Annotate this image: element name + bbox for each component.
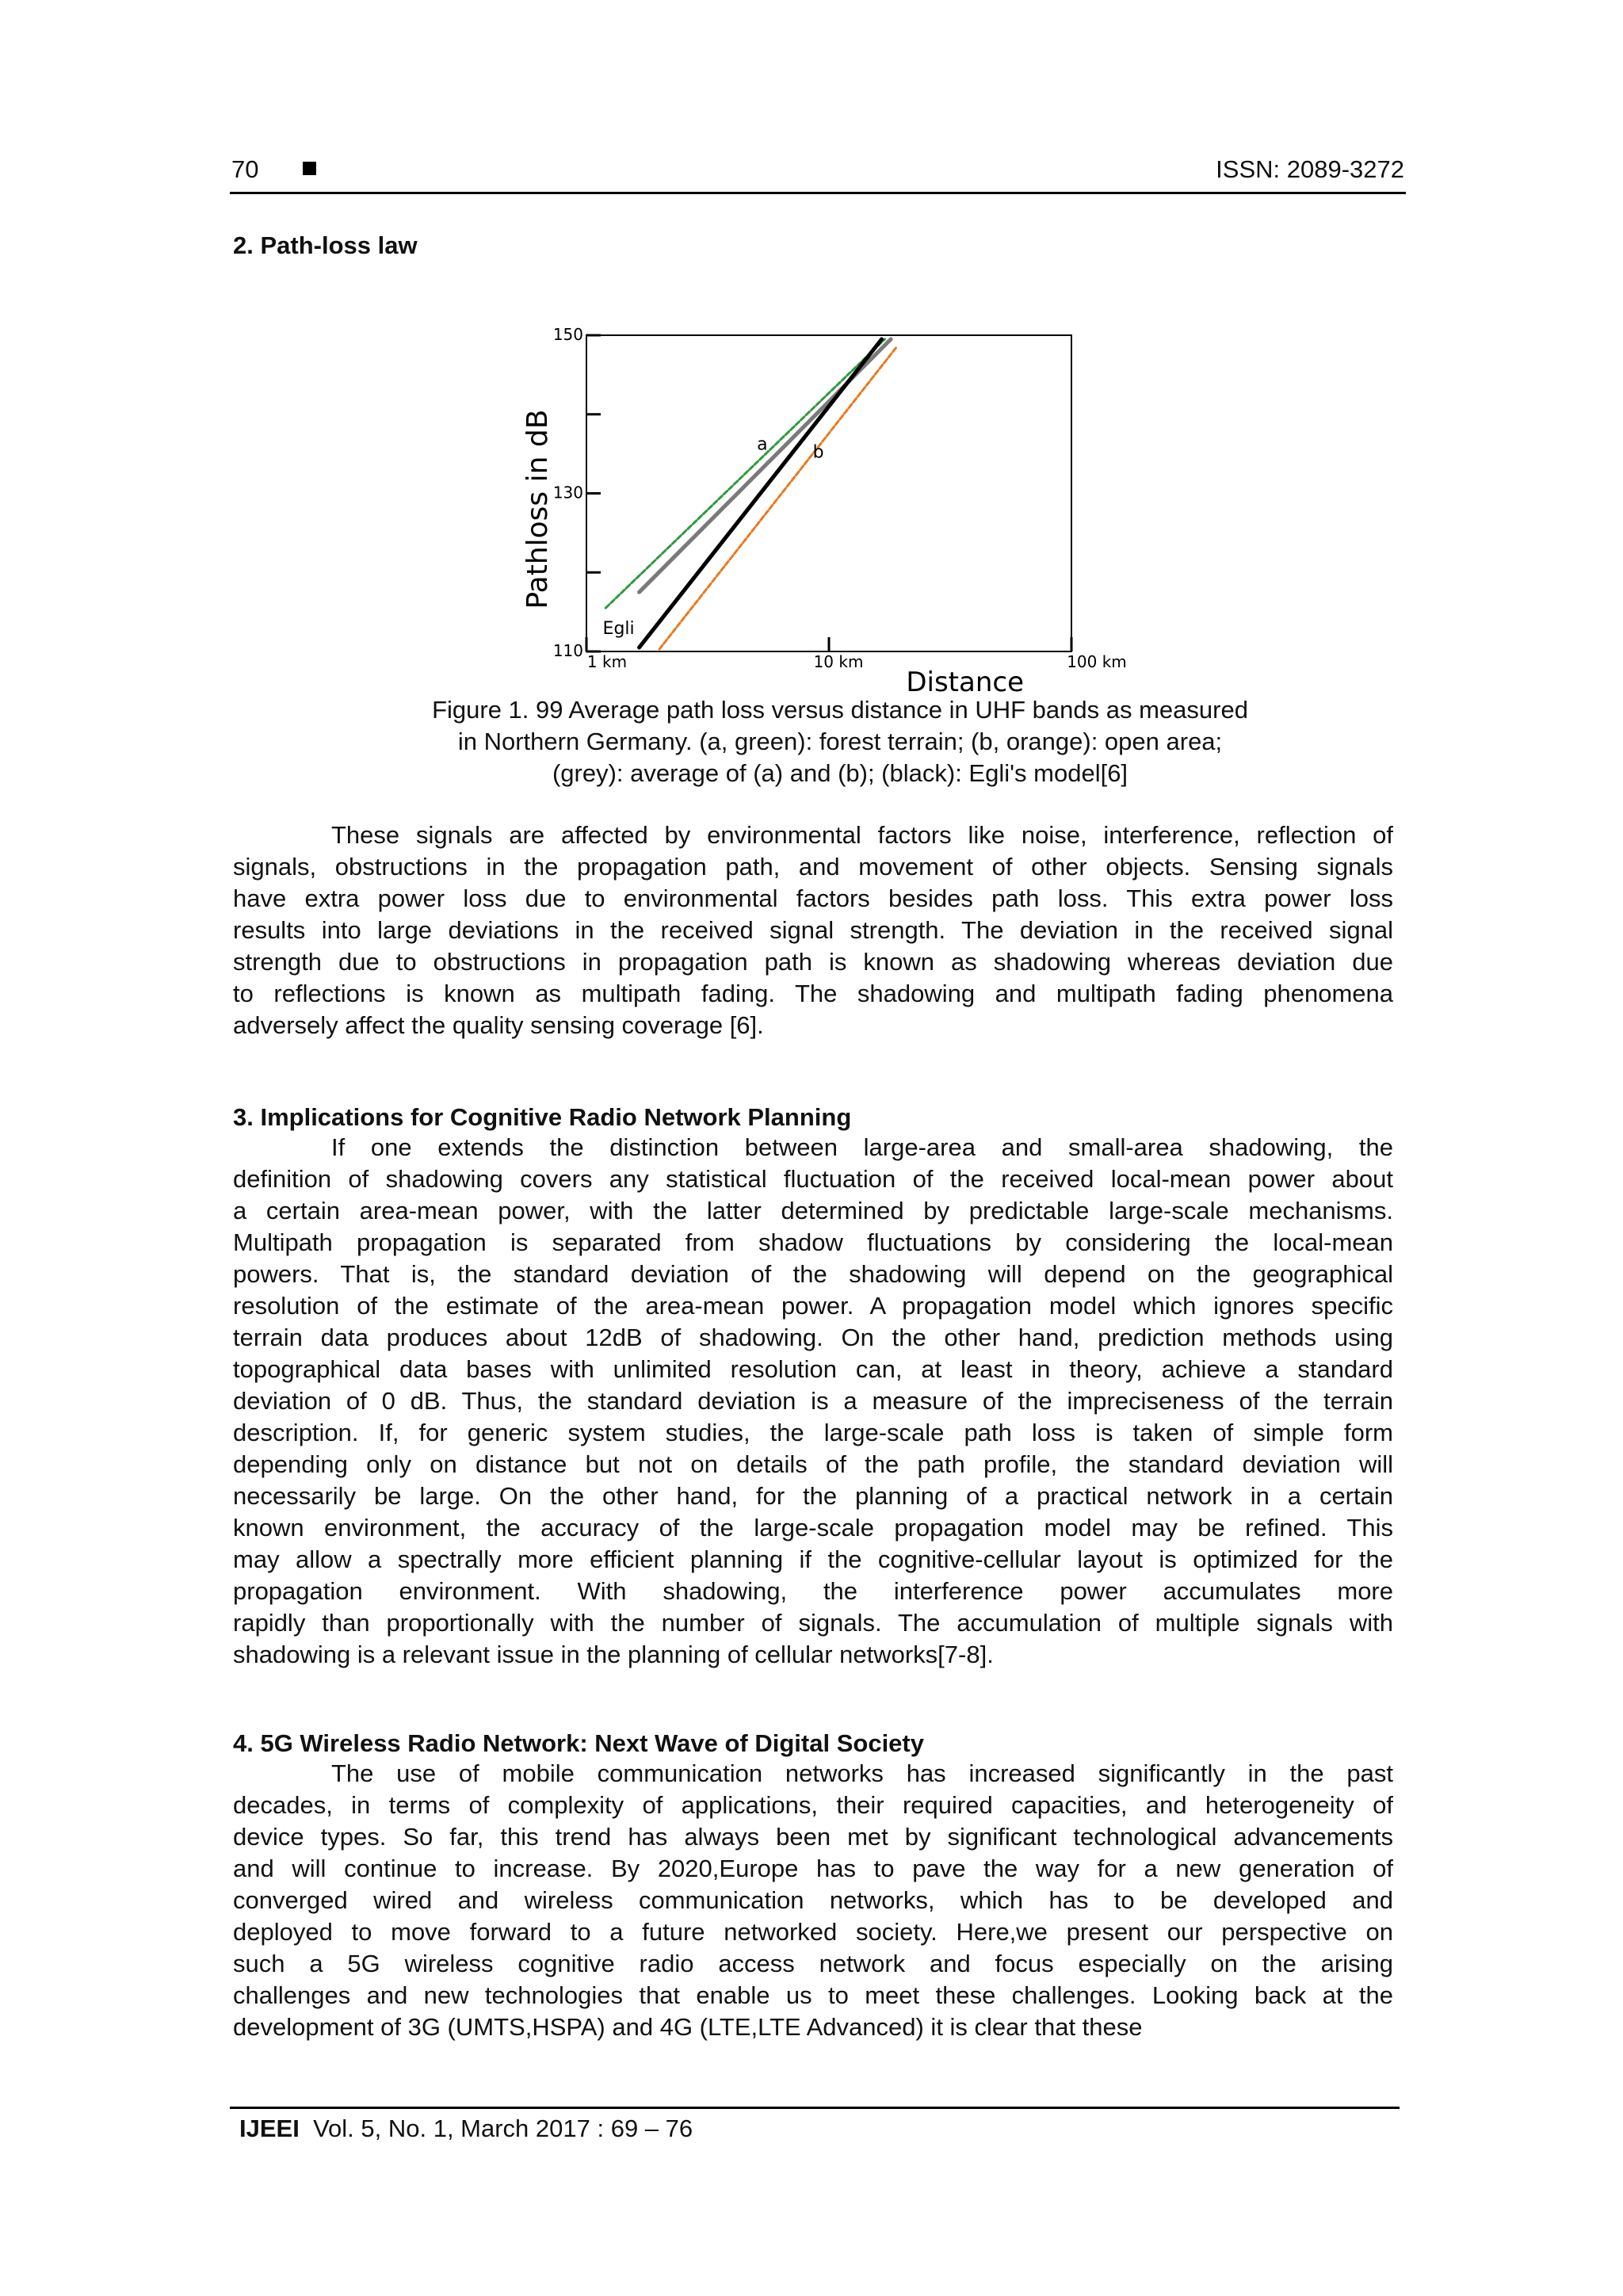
text-line: rapidly than proportionally with the number of signals. The accumulation of multiple signals with: [233, 1609, 1393, 1637]
text-line: device types. So far, this trend has always been met by significant technological advancements: [233, 1823, 1393, 1851]
text-line: If one extends the distinction between large-area and small-area shadowing, the: [331, 1133, 1393, 1161]
text-line: deployed to move forward to a future networked society. Here,we present our perspective on: [233, 1918, 1393, 1946]
text-line: challenges and new technologies that enable us to meet these challenges. Looking back at the: [233, 1981, 1393, 2009]
footer-rule: [230, 2107, 1400, 2109]
text-line: depending only on distance but not on details of the path profile, the standard deviation will: [233, 1450, 1393, 1478]
caption-line: in Northern Germany. (a, green): forest terrain; (b, orange): open area;: [457, 728, 1223, 755]
section-heading-5g: 4. 5G Wireless Radio Network: Next Wave of Digital Society: [233, 1729, 924, 1757]
text-line: strength due to obstructions in propagation path is known as shadowing whereas deviation due: [233, 948, 1393, 976]
section-heading-implications: 3. Implications for Cognitive Radio Network Planning: [233, 1103, 852, 1131]
pathloss-chart: [515, 317, 1127, 698]
text-line: necessarily be large. On the other hand, for the planning of a practical network in a certain: [233, 1482, 1393, 1510]
text-line: definition of shadowing covers any statistical fluctuation of the received local-mean power about: [233, 1165, 1393, 1193]
series-label-egli: Egli: [602, 619, 635, 640]
text-line: converged wired and wireless communication networks, which has to be developed and: [233, 1886, 1393, 1914]
text-line: resolution of the estimate of the area-mean power. A propagation model which ignores specific: [233, 1292, 1393, 1320]
figure-1: [515, 317, 1127, 698]
header-square-icon: [303, 162, 316, 175]
text-line: propagation environment. With shadowing, the interference power accumulates more: [233, 1577, 1393, 1605]
paragraph-implications: [233, 1132, 1393, 1671]
caption-line: Figure 1. 99 Average path loss versus distance in UHF bands as measured: [432, 696, 1248, 724]
header-rule: [230, 192, 1406, 194]
x-axis-label: Distance: [906, 667, 1024, 698]
text-line: such a 5G wireless cognitive radio access network and focus especially on the arising: [233, 1950, 1393, 1977]
text-line: development of 3G (UMTS,HSPA) and 4G (LTE,LTE Advanced) it is clear that these: [233, 2013, 1143, 2041]
x-tick-label: 10 km: [813, 652, 864, 671]
paragraph-5g: [233, 1758, 1393, 2043]
page-footer: [239, 2115, 693, 2143]
text-line: results into large deviations in the received signal strength. The deviation in the received signal: [233, 916, 1393, 944]
plot-frame: [586, 335, 1071, 651]
text-line: topographical data bases with unlimited resolution can, at least in theory, achieve a standard: [233, 1355, 1393, 1383]
x-tick-label: 1 km: [586, 652, 628, 671]
text-line: The use of mobile communication networks has increased significantly in the past: [331, 1759, 1393, 1787]
text-line: decades, in terms of complexity of applications, their required capacities, and heterogeneity of: [233, 1791, 1393, 1819]
page-number: 70: [231, 155, 259, 183]
text-line: These signals are affected by environmental factors like noise, interference, reflection of: [331, 821, 1393, 849]
y-tick-label: 110: [552, 641, 583, 660]
journal-citation: Vol. 5, No. 1, March 2017 : 69 – 76: [313, 2115, 693, 2142]
text-line: deviation of 0 dB. Thus, the standard deviation is a measure of the impreciseness of the terrain: [233, 1387, 1393, 1415]
y-axis-label: Pathloss in dB: [521, 409, 554, 609]
text-line: may allow a spectrally more efficient planning if the cognitive-cellular layout is optimized for the: [233, 1545, 1393, 1573]
x-tick-label: 100 km: [1067, 652, 1127, 671]
text-line: powers. That is, the standard deviation of the shadowing will depend on the geographical: [233, 1260, 1393, 1288]
text-line: and will continue to increase. By 2020,Europe has to pave the way for a new generation of: [233, 1855, 1393, 1882]
text-line: have extra power loss due to environmental factors besides path loss. This extra power loss: [233, 884, 1393, 912]
text-line: Multipath propagation is separated from shadow fluctuations by considering the local-mean: [233, 1228, 1393, 1256]
figure-caption: [349, 694, 1331, 789]
issn: ISSN: 2089-3272: [1216, 155, 1404, 183]
text-line: description. If, for generic system studies, the large-scale path loss is taken of simple form: [233, 1419, 1393, 1446]
y-tick-label: 150: [552, 325, 583, 344]
text-line: signals, obstructions in the propagation path, and movement of other objects. Sensing signals: [233, 853, 1393, 881]
text-line: a certain area-mean power, with the latter determined by predictable large-scale mechanisms.: [233, 1197, 1393, 1224]
series-line-egli: [640, 339, 882, 648]
text-line: known environment, the accuracy of the large-scale propagation model may be refined. This: [233, 1514, 1393, 1541]
journal-name: IJEEI: [239, 2115, 300, 2142]
series-label-b: b: [812, 442, 824, 463]
y-tick-label: 130: [552, 483, 583, 502]
section-heading-path-loss: 2. Path-loss law: [233, 231, 418, 259]
series-line-b: [659, 347, 896, 649]
page-header: [231, 155, 1404, 189]
text-line: to reflections is known as multipath fading. The shadowing and multipath fading phenomena: [233, 980, 1393, 1007]
text-line: shadowing is a relevant issue in the planning of cellular networks[7-8].: [233, 1641, 994, 1668]
text-line: adversely affect the quality sensing coverage [6].: [233, 1011, 764, 1039]
paragraph-signals: [233, 819, 1393, 1041]
text-line: terrain data produces about 12dB of shadowing. On the other hand, prediction methods using: [233, 1324, 1393, 1351]
series-label-a: a: [757, 434, 768, 455]
caption-line: (grey): average of (a) and (b); (black): Egli's model[6]: [552, 759, 1128, 787]
series-line-a: [605, 339, 884, 608]
